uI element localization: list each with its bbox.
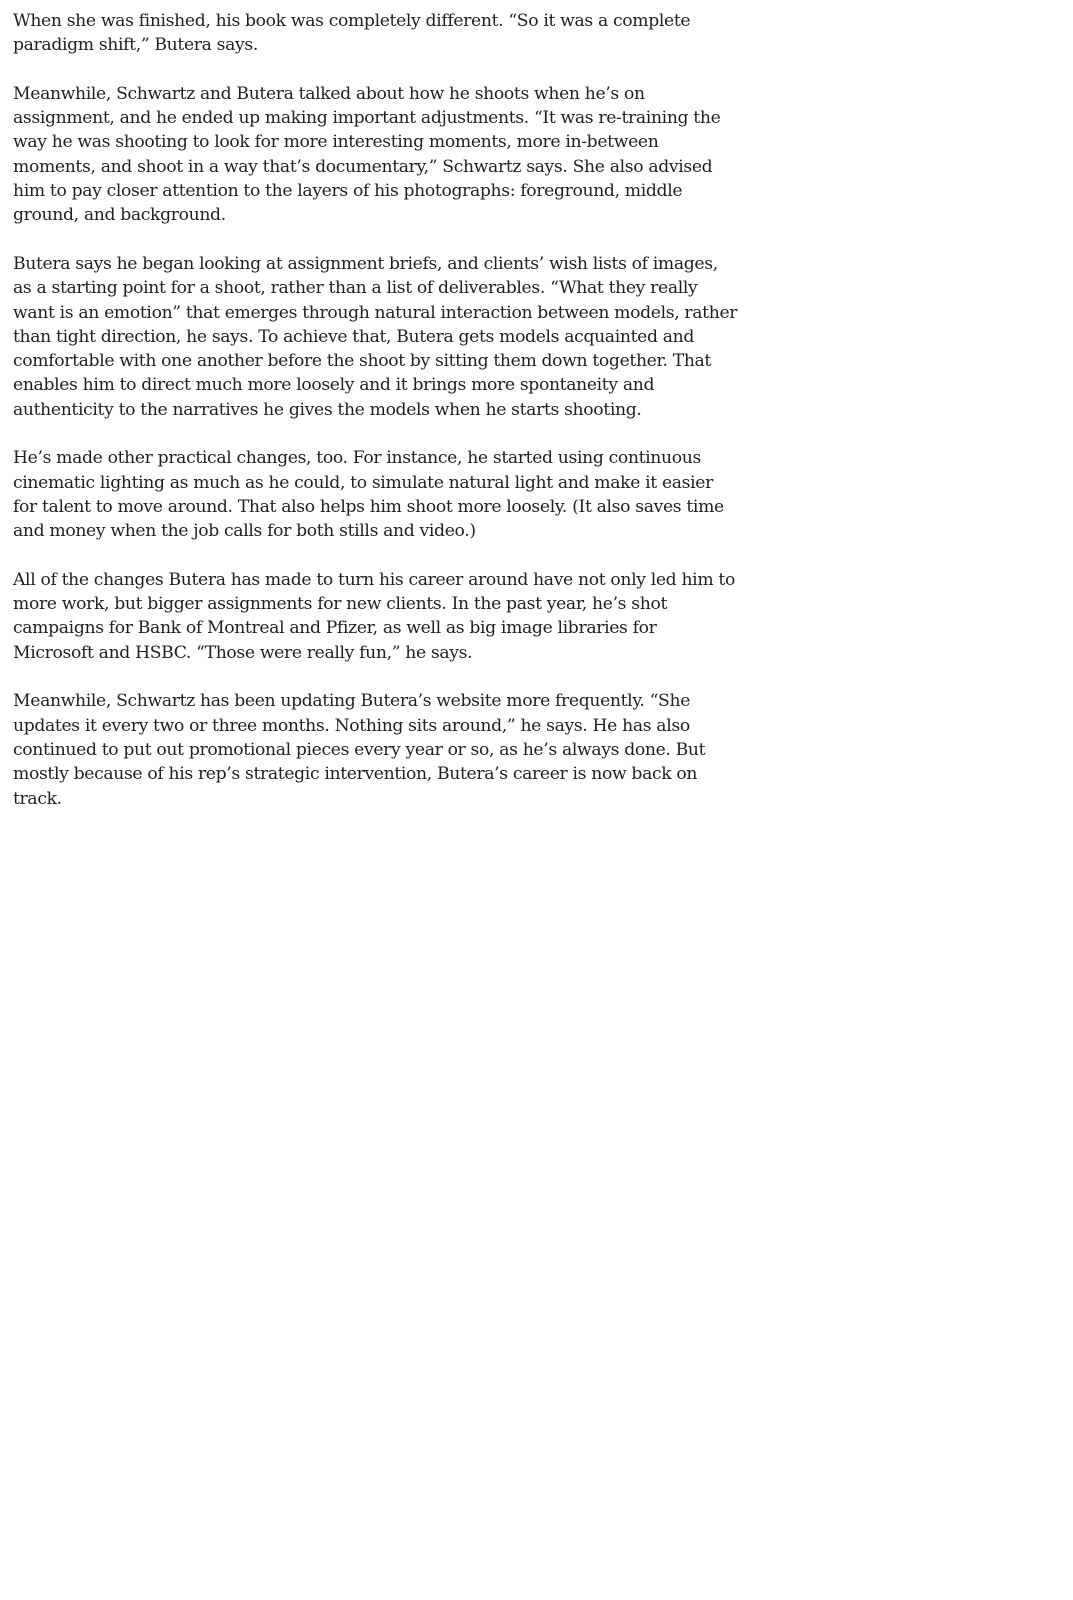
article-paragraph-5: All of the changes Butera has made to turn his career around have not only led him to more work, but bigger assignments for new clients. In the past year, he’s shot campaigns for Bank of Montreal and Pfizer, as well as big image libraries for Microsoft and HSBC. “Those were really fun,” he says. <box>13 569 735 663</box>
article-paragraph-4: He’s made other practical changes, too. For instance, he started using continuous cinematic lighting as much as he could, to simulate natural light and make it easier for talent to move around. That also helps him shoot more loosely. (It also saves time and money when the job calls for both stills and video.) <box>13 448 724 542</box>
article-paragraph-3: Butera says he began looking at assignment briefs, and clients’ wish lists of images, as a starting point for a shoot, rather than a list of deliverables. “What they really want is an emotion” that emerges through natural interaction between models, rather than tight direction, he says. To achieve that, Butera gets models acquainted and comfortable with one another before the shoot by sitting them down together. That enables him to direct much more loosely and it brings more spontaneity and authenticity to the narratives he gives the models when he starts shooting. <box>13 253 738 420</box>
article-body <box>13 9 738 835</box>
article-paragraph-2: Meanwhile, Schwartz and Butera talked about how he shoots when he’s on assignment, and he ended up making important adjustments. “It was re-training the way he was shooting to look for more interesting moments, more in-between moments, and shoot in a way that’s documentary,” Schwartz says. She also advised him to pay closer attention to the layers of his photographs: foreground, middle ground, and background. <box>13 83 721 226</box>
article-paragraph-6: Meanwhile, Schwartz has been updating Butera’s website more frequently. “She updates it every two or three months. Nothing sits around,” he says. He has also continued to put out promotional pieces every year or so, as he’s always done. But mostly because of his rep’s strategic intervention, Butera’s career is now back on track. <box>13 691 706 809</box>
article-paragraph-1: When she was finished, his book was completely different. “So it was a complete paradigm shift,” Butera says. <box>13 11 691 56</box>
